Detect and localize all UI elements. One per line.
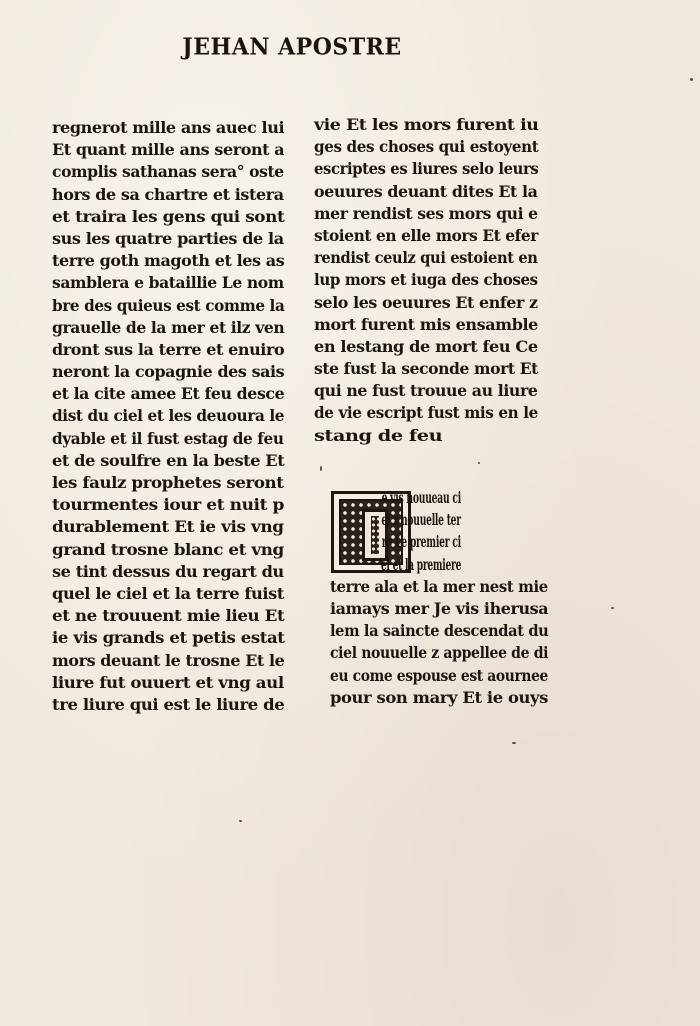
text-line: oeuures deuant dites Et la: [314, 181, 538, 201]
text-line: ges des choses qui estoyent: [314, 137, 539, 157]
text-line: el z nouuelle ter: [381, 510, 461, 530]
text-line: les faulz prophetes seront: [52, 473, 284, 492]
text-line: eu come espouse est aournee: [330, 665, 549, 685]
left-text-column: [52, 117, 288, 716]
text-line: stang de feu: [314, 425, 443, 445]
text-line: liure fut ouuert et vng aul: [52, 672, 284, 692]
text-line: rendist ceulz qui estoient en: [314, 248, 538, 268]
text-line: mer rendist ses mors qui e: [314, 203, 538, 223]
text-line: Et quant mille ans seront a: [52, 140, 285, 160]
ink-speck: [690, 78, 693, 81]
text-line: ie vis grands et petis estat: [52, 628, 285, 648]
text-line: lup mors et iuga des choses: [314, 270, 538, 290]
ink-speck: [478, 462, 480, 464]
ink-speck: [512, 742, 516, 744]
text-line: lem la saincte descendat du: [330, 621, 549, 641]
text-line: en lestang de mort feu Ce: [314, 336, 538, 356]
ink-speck: [239, 820, 242, 822]
text-line: grauelle de la mer et ilz ven: [52, 317, 285, 337]
text-line: sus les quatre parties de la: [52, 228, 284, 248]
text-line: terre goth magoth et les as: [52, 251, 285, 271]
text-line: terre ala et la mer nest mie: [330, 576, 548, 596]
text-line: selo les oeuures Et enfer z: [314, 292, 538, 312]
text-line: dyable et il fust estag de feu: [52, 428, 284, 448]
text-line: iamays mer Je vis iherusa: [330, 598, 549, 618]
text-line: bre des quieus est comme la: [52, 295, 285, 315]
text-line: mort furent mis ensamble: [314, 314, 538, 334]
running-header: [0, 34, 700, 60]
text-line: quel le ciel et la terre fuist: [52, 583, 285, 603]
text-line: grand trosne blanc et vng: [52, 539, 284, 559]
text-line: et traira les gens qui sont: [52, 206, 285, 226]
text-line: re Le premier ci: [381, 532, 461, 552]
text-line: durablement Et ie vis vng: [52, 517, 284, 537]
text-line: complis sathanas sera° oste: [52, 162, 284, 182]
text-line: mors deuant le trosne Et le: [52, 650, 285, 670]
text-line: et la cite amee Et feu desce: [52, 384, 285, 404]
text-line: samblera e bataillie Le nom: [52, 273, 284, 293]
ink-speck: [611, 607, 614, 609]
text-line: qui ne fust trouue au liure: [314, 381, 538, 401]
right-text-column-top: [314, 114, 551, 447]
text-line: tre liure qui est le liure de: [52, 694, 285, 714]
text-line: et de soulfre en la beste Et: [52, 450, 285, 470]
text-line: se tint dessus du regart du: [52, 561, 284, 581]
text-line: de vie escript fust mis en le: [314, 403, 538, 423]
right-text-column-bottom: [330, 487, 574, 709]
text-line: dist du ciel et les deuoura le: [52, 406, 285, 426]
text-line: hors de sa chartre et istera: [52, 184, 284, 204]
text-line: e vis nouueau ci: [381, 488, 462, 507]
text-line: pour son mary Et ie ouys: [330, 687, 548, 707]
text-line: escriptes es liures selo leurs: [314, 159, 539, 179]
text-line: et ne trouuent mie lieu Et: [52, 606, 285, 626]
text-line: vie Et les mors furent iu: [314, 115, 539, 134]
text-line: neront la copagnie des sais: [52, 362, 285, 382]
text-line: dront sus la terre et enuiro: [52, 339, 285, 359]
text-line: stoient en elle mors Et efer: [314, 225, 538, 245]
text-line: tourmentes iour et nuit p: [52, 495, 284, 515]
text-line: ciel nouuelle z appellee de di: [330, 643, 549, 663]
running-title: JEHAN APOSTRE: [182, 33, 402, 61]
text-line: ste fust la seconde mort Et: [314, 359, 538, 379]
text-line: regnerot mille ans auec lui: [52, 118, 285, 137]
text-line: el et la premiere: [380, 554, 462, 574]
ink-speck: [320, 466, 322, 471]
